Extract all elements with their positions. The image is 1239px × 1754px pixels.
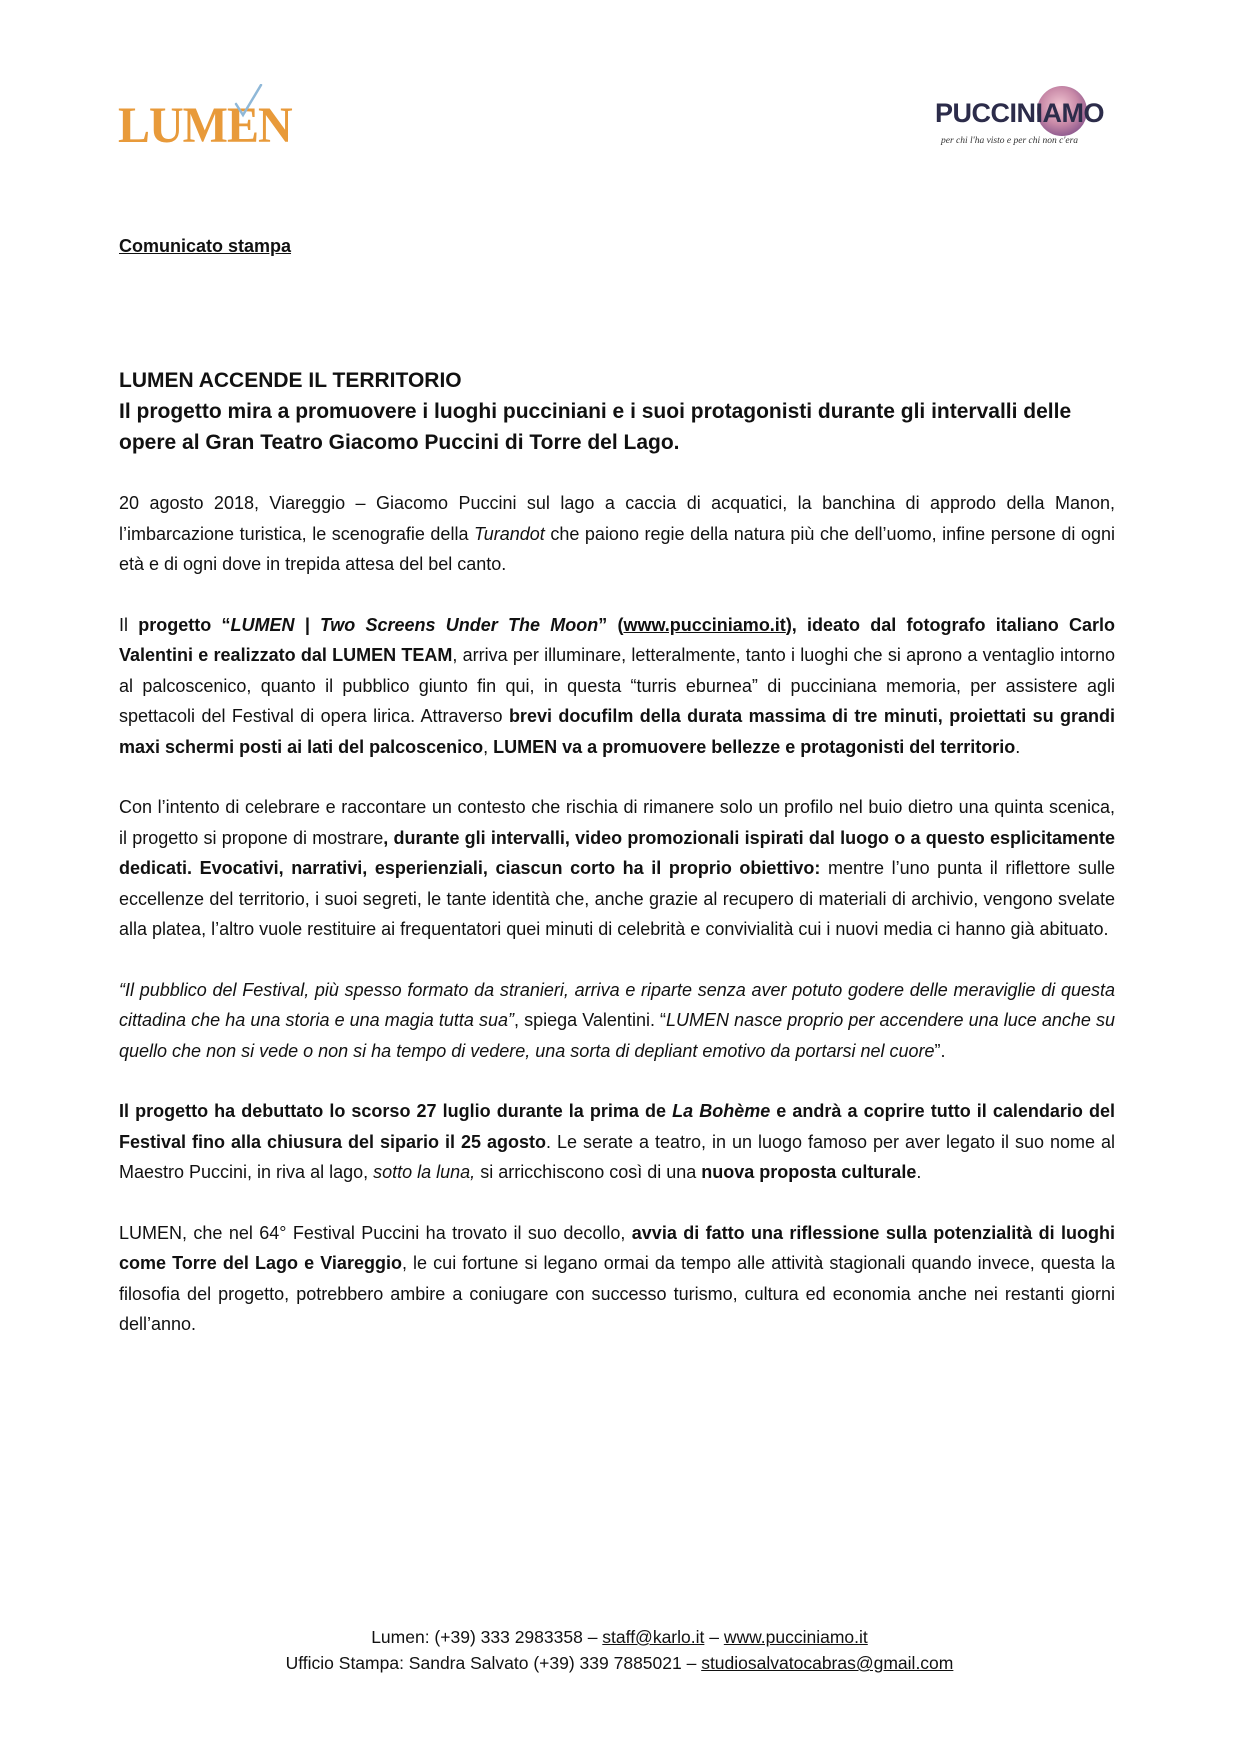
lumen-logo — [118, 84, 292, 154]
press-release-body — [119, 366, 1115, 1370]
footer-contacts — [0, 1624, 1239, 1676]
paragraph-5: Il progetto ha debuttato lo scorso 27 luglio durante la prima de La Bohème e andrà a coprire tutto il calendario del Festival fino alla chiusura del sipario il 25 agosto. Le serate a teatro, in un luogo famoso per aver legato il suo nome al Maestro Puccini, in riva al lago, sotto la luna, si arricchiscono così di una nuova proposta culturale. — [119, 1101, 1115, 1182]
lumen-logo-text: LUMEN — [118, 97, 292, 154]
lumen-logo-mark — [234, 84, 264, 118]
website-link-footer[interactable]: www.pucciniamo.it — [723, 1627, 868, 1647]
website-link[interactable]: www.pucciniamo.it — [623, 614, 786, 635]
paragraph-2: Il progetto “LUMEN | Two Screens Under The Moon” (www.pucciniamo.it), ideato dal fotografo italiano Carlo Valentini e realizzato dal LUMEN TEAM, arriva per illuminare, letteralmente, tanto i luoghi che si aprono a ventaglio intorno al palcoscenico, quanto il pubblico giunto fin qui, in questa “turris eburnea” di pucciniana memoria, per assistere agli spettacoli del Festival di opera lirica. Attraverso brevi docufilm della durata massima di tre minuti, proiettati su grandi maxi schermi posti ai lati del palcoscenico, LUMEN va a promuovere bellezze e protagonisti del territorio. — [119, 614, 1115, 757]
page-subtitle: Il progetto mira a promuovere i luoghi pucciniani e i suoi protagonisti durante gli intervalli delle opere al Gran Teatro Giacomo Puccini di Torre del Lago. — [119, 400, 1072, 454]
pucciniamo-tagline: per chi l'ha visto e per chi non c'era — [941, 136, 1079, 146]
email-link-press[interactable]: studiosalvatocabras@gmail.com — [701, 1653, 954, 1673]
footer-line-lumen: Lumen: (+39) 333 2983358 – staff@karlo.it – www.pucciniamo.it — [371, 1627, 868, 1647]
paragraph-1: 20 agosto 2018, Viareggio – Giacomo Puccini sul lago a caccia di acquatici, la banchina di approdo della Manon, l’imbarcazione turistica, le scenografie della Turandot che paiono regie della natura più che dell’uomo, infine persone di ogni età e di ogni dove in trepida attesa del bel canto. — [119, 493, 1115, 574]
page-title: LUMEN ACCENDE IL TERRITORIO — [119, 369, 462, 392]
paragraph-3: Con l’intento di celebrare e raccontare un contesto che rischia di rimanere solo un profilo nel buio dietro una quinta scenica, il progetto si propone di mostrare, durante gli intervalli, video promozionali ispirati dal luogo o a questo esplicitamente dedicati. Evocativi, narrativi, esperienziali, ciascun corto ha il proprio obiettivo: mentre l’uno punta il riflettore sulle eccellenze del territorio, i suoi segreti, le tante identità che, anche grazie al recupero di materiali di archivio, vengono svelate alla platea, l’altro vuole restituire ai frequentatori quei minuti di celebrità e convivialità cui i nuovi media ci hanno già abituato. — [119, 797, 1115, 939]
pucciniamo-logo-text: PUCCINIAMO — [935, 98, 1104, 128]
document-label: Comunicato stampa — [119, 236, 292, 256]
paragraph-6: LUMEN, che nel 64° Festival Puccini ha trovato il suo decollo, avvia di fatto una riflessione sulla potenzialità di luoghi come Torre del Lago e Viareggio, le cui fortune si legano ormai da tempo alle attività stagionali quando invece, questa la filosofia del progetto, potrebbero ambire a coniugare con successo turismo, cultura ed economia anche nei restanti giorni dell’anno. — [119, 1222, 1116, 1334]
pucciniamo-logo — [935, 84, 1115, 154]
email-link-staff[interactable]: staff@karlo.it — [602, 1627, 705, 1647]
footer-line-press-office: Ufficio Stampa: Sandra Salvato (+39) 339 7885021 – studiosalvatocabras@gmail.com — [285, 1653, 954, 1673]
paragraph-4-quote: “Il pubblico del Festival, più spesso formato da stranieri, arriva e riparte senza aver potuto godere delle meraviglie di questa cittadina che ha una storia e una magia tutta sua”, spiega Valentini. “LUMEN nasce proprio per accendere una luce anche su quello che non si vede o non si ha tempo di vedere, una sorta di depliant emotivo da portarsi nel cuore”. — [119, 979, 1115, 1061]
